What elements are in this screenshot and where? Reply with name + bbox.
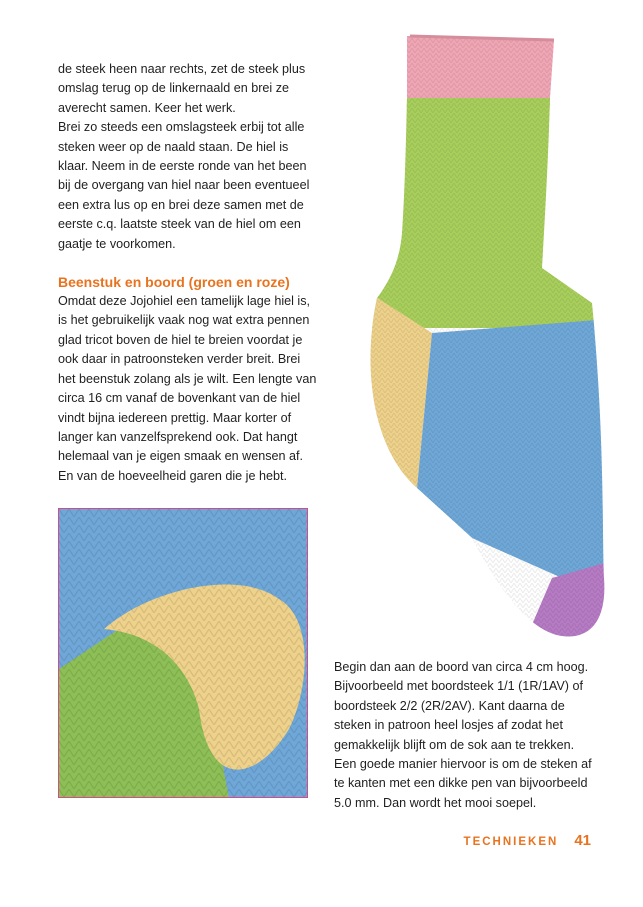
heel-closeup-photo: [58, 508, 308, 798]
left-text-column: [58, 60, 320, 486]
sock-photo: [322, 18, 622, 648]
section-heading: Beenstuk en boord (groen en roze): [58, 274, 290, 291]
body-paragraph: Omdat deze Jojohiel een tamelijk lage hiel is, is het gebruikelijk vaak nog wat extra pennen glad tricot boven de hiel te breien voordat je ook daar in patroonsteken verder breit. Brei het beenstuk zolang als je wilt. Een lengte van circa 16 cm vanaf de bovenkant van de hiel vindt bijna iedereen prettig. Maar korter of langer kan vanzelfsprekend ook. Dat hangt helemaal van je eigen smaak en wensen af. En van de hoeveelheid garen die je hebt.: [58, 294, 317, 483]
section-name: TECHNIEKEN: [463, 836, 559, 848]
page-number: 41: [574, 832, 591, 849]
page-footer: [464, 832, 591, 849]
right-text-column: [334, 658, 596, 813]
body-paragraph: Brei zo steeds een omslagsteek erbij tot alle steken weer op de naald staan. De hiel is klaar. Neem in de eerste ronde van het been bij de overgang van hiel naar been eventueel een extra lus op en brei deze samen met de eerste c.q. laatste steek van de hiel om een gaatje te voorkomen.: [58, 120, 310, 251]
intro-paragraph: de steek heen naar rechts, zet de steek plus omslag terug op de linkernaald en brei ze averecht samen. Keer het werk.: [58, 62, 306, 115]
body-paragraph: Begin dan aan de boord van circa 4 cm hoog. Bijvoorbeeld met boordsteek 1/1 (1R/1AV) of boordsteek 2/2 (2R/2AV). Kant daarna de steken in patroon heel losjes af zodat het gemakkelijk blijft om de sok aan te trekken. Een goede manier hiervoor is om de steken af te kanten met een dikke pen van bijvoorbeeld 5.0 mm. Dan wordt het mooi soepel.: [334, 660, 592, 810]
